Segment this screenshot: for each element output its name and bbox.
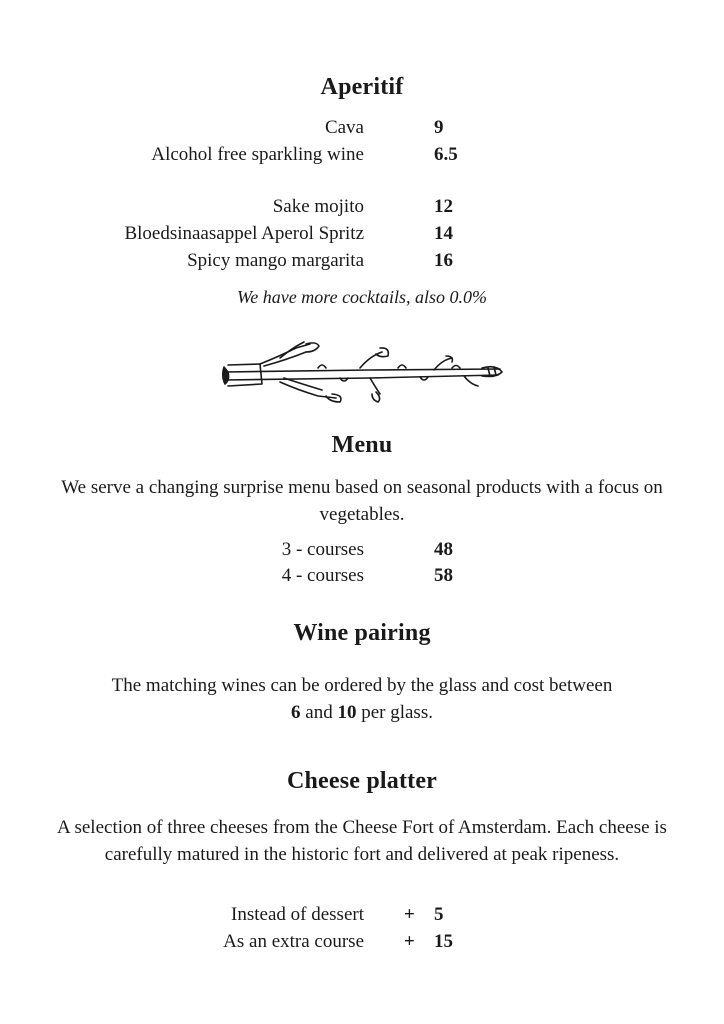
- option-name: 4 - courses: [281, 565, 364, 586]
- cheese-option: [0, 904, 724, 930]
- item-price: 12: [434, 196, 453, 217]
- asparagus-sprig-illustration: [220, 334, 510, 404]
- wine-pairing-intro: The matching wines can be ordered by the glass and cost between: [111, 675, 613, 696]
- item-price: 6.5: [434, 144, 458, 165]
- aperitif-item: [0, 250, 724, 276]
- item-price: 16: [434, 250, 453, 271]
- cocktails-note: We have more cocktails, also 0.0%: [236, 287, 488, 307]
- aperitif-item: [0, 196, 724, 222]
- aperitif-heading: Aperitif: [320, 74, 404, 100]
- wine-pairing-text: [50, 672, 674, 726]
- aperitif-item: [0, 223, 724, 249]
- item-price: 9: [434, 117, 444, 138]
- option-name: Instead of dessert: [231, 904, 364, 925]
- option-price: 15: [434, 931, 453, 952]
- wine-pairing-suffix: per glass.: [361, 702, 433, 723]
- item-name: Cava: [324, 117, 364, 138]
- cheese-option: [0, 931, 724, 957]
- item-name: Alcohol free sparkling wine: [151, 144, 364, 165]
- option-name: 3 - courses: [281, 539, 364, 560]
- menu-option: [0, 565, 724, 591]
- menu-description: We serve a changing surprise menu based on seasonal products with a focus on vegetables.: [61, 477, 663, 525]
- wine-max-price: 10: [337, 702, 357, 723]
- aperitif-item: [0, 144, 724, 170]
- item-name: Sake mojito: [272, 196, 364, 217]
- wine-price-connector: and: [305, 702, 333, 723]
- option-price: 48: [434, 539, 453, 560]
- cheese-platter-description: A selection of three cheeses from the Cheese Fort of Amsterdam. Each cheese is carefully matured in the historic fort and delivered at peak ripeness.: [57, 817, 667, 865]
- aperitif-item: [0, 117, 724, 143]
- option-name: As an extra course: [223, 931, 364, 952]
- menu-option: [0, 539, 724, 565]
- wine-min-price: 6: [291, 702, 301, 723]
- item-name: Spicy mango margarita: [187, 250, 364, 271]
- menu-heading: Menu: [331, 432, 393, 458]
- item-price: 14: [434, 223, 453, 244]
- cheese-platter-heading: Cheese platter: [286, 768, 438, 794]
- wine-pairing-heading: Wine pairing: [293, 620, 431, 646]
- plus-sign: +: [404, 904, 415, 925]
- item-name: Bloedsinaasappel Aperol Spritz: [124, 223, 364, 244]
- option-price: 58: [434, 565, 453, 586]
- plus-sign: +: [404, 931, 415, 952]
- option-price: 5: [434, 904, 444, 925]
